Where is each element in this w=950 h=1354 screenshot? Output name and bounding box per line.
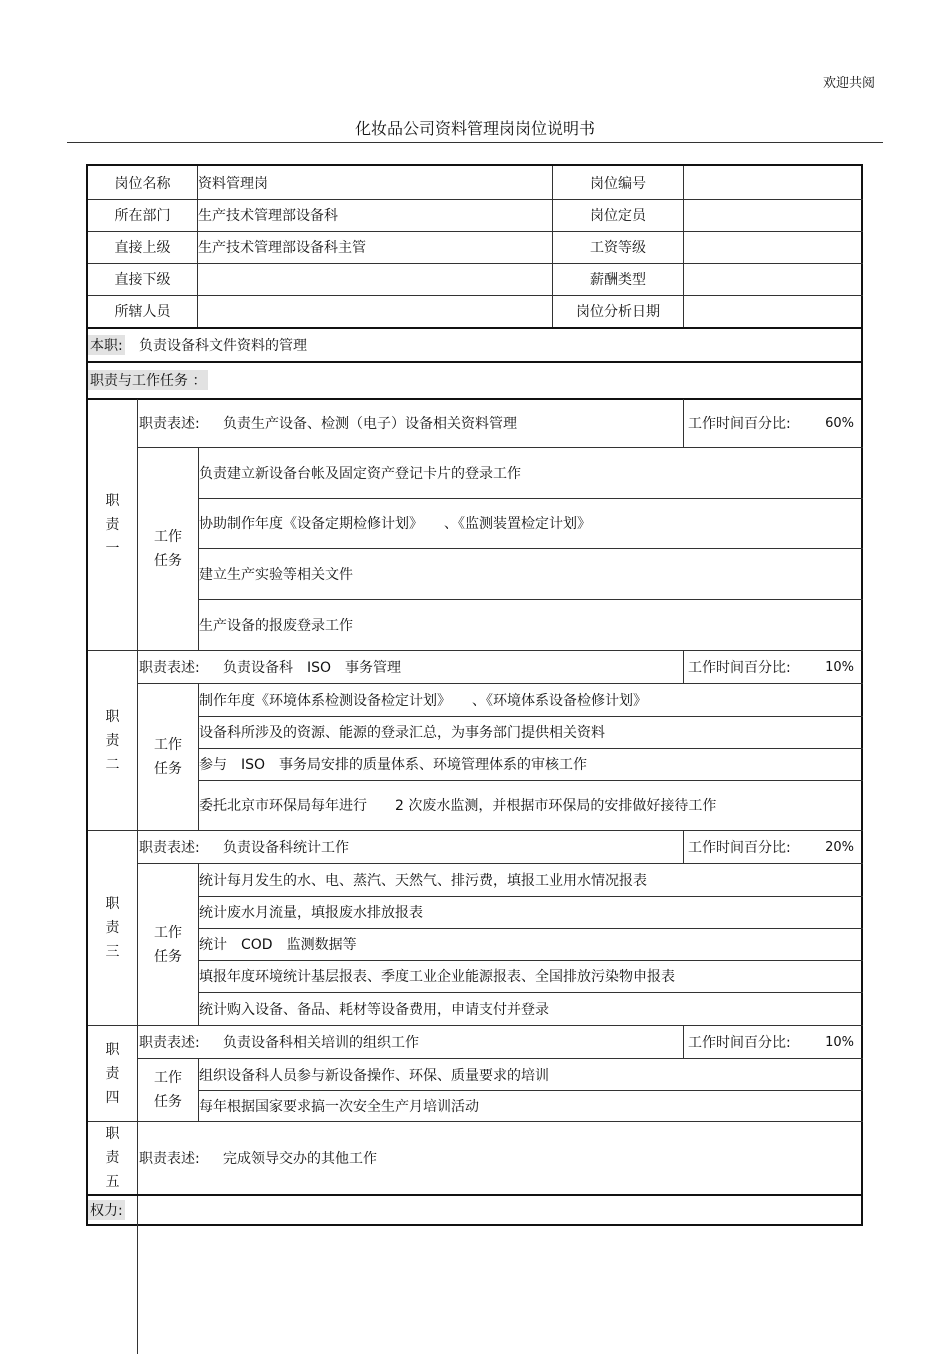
info-value — [684, 263, 863, 295]
duty-4-char: 四 — [105, 1089, 120, 1106]
info-value — [198, 295, 552, 327]
duty-3-task: 统计废水月流量，填报废水排放报表 — [199, 905, 423, 921]
task-label-line: 工作 — [154, 529, 182, 545]
duty-2-pct-label: 工作时间百分比: — [688, 660, 791, 676]
duty-4-pct: 10% — [825, 1034, 854, 1050]
task-label-line: 工作 — [154, 924, 182, 941]
duty-4-desc: 负责设备科相关培训的组织工作 — [223, 1035, 419, 1051]
duty-5-desc: 完成领导交办的其他工作 — [223, 1151, 377, 1167]
info-value — [198, 263, 552, 295]
duty-5-char: 职 — [105, 1126, 120, 1142]
duty-1-task: 建立生产实验等相关文件 — [199, 566, 353, 583]
info-label: 岗位定员 — [590, 208, 646, 224]
duty-2-char: 职 — [105, 708, 120, 725]
duty-3-pct-label: 工作时间百分比: — [688, 840, 791, 856]
duty-1-pct-label: 工作时间百分比: — [688, 416, 791, 432]
duty-5-desc-label: 职责表述: — [139, 1151, 200, 1167]
duty-main-label — [88, 328, 140, 361]
duty-4-number — [88, 1026, 137, 1121]
duty-main-label-text: 本职: — [88, 335, 125, 355]
duty-4-char: 责 — [105, 1065, 120, 1082]
task-label-line: 任务 — [154, 553, 182, 569]
duty-1-desc-label: 职责表述: — [139, 416, 200, 432]
duties-header — [88, 362, 388, 397]
duty-3-char: 三 — [105, 944, 120, 960]
task-label-line: 任务 — [154, 948, 182, 965]
duty-1-char: 职 — [105, 492, 120, 509]
duty-5-char: 责 — [105, 1150, 120, 1166]
duty-3-number — [88, 831, 137, 1025]
info-label: 工资等级 — [590, 240, 646, 256]
duty-main-text: 负责设备科文件资料的管理 — [139, 337, 307, 354]
info-value — [684, 199, 863, 231]
duty-4-char: 职 — [105, 1041, 120, 1058]
job-description-form — [86, 164, 863, 1226]
info-label: 所在部门 — [114, 208, 171, 224]
info-value: 生产技术管理部设备科主管 — [198, 240, 366, 256]
duty-4-task: 组织设备科人员参与新设备操作、环保、质量要求的培训 — [199, 1067, 549, 1084]
grid-line — [683, 399, 684, 447]
info-value — [684, 295, 863, 327]
duties-header-text: 职责与工作任务 ： — [88, 370, 208, 390]
duty-3-task: 统计每月发生的水、电、蒸汽、天然气、排污费，填报工业用水情况报表 — [199, 873, 647, 889]
duty-4-pct-label: 工作时间百分比: — [688, 1035, 791, 1051]
duty-2-task-label — [138, 684, 198, 830]
duty-2-desc-label: 职责表述: — [139, 660, 200, 676]
duty-1-char: 一 — [105, 540, 120, 557]
info-value: 生产技术管理部设备科 — [198, 208, 338, 224]
power-label: 权力: — [88, 1200, 125, 1220]
info-label: 直接下级 — [114, 272, 171, 288]
task-label-line: 任务 — [154, 761, 182, 777]
info-value: 资料管理岗 — [198, 175, 268, 192]
power-row — [88, 1196, 288, 1224]
duty-1-number — [88, 399, 137, 650]
duty-1-task: 负责建立新设备台帐及固定资产登记卡片的登录工作 — [199, 466, 521, 482]
duty-1-task: 生产设备的报废登录工作 — [199, 617, 353, 634]
info-label: 岗位名称 — [114, 175, 171, 192]
task-label-line: 工作 — [154, 737, 182, 753]
duty-2-char: 二 — [105, 756, 120, 773]
duty-3-task-label — [138, 864, 198, 1025]
document-title: 化妆品公司资料管理岗岗位说明书 — [354, 119, 595, 138]
duty-3-desc-label: 职责表述: — [139, 840, 200, 856]
info-label: 岗位编号 — [590, 175, 646, 192]
title-rule — [67, 142, 883, 143]
task-label-line: 工作 — [154, 1070, 182, 1086]
grid-line — [683, 651, 684, 683]
task-label-line: 任务 — [154, 1094, 182, 1110]
duty-2-task: 参与 ISO 事务局安排的质量体系、环境管理体系的审核工作 — [199, 757, 588, 773]
duty-1-char: 责 — [105, 516, 120, 533]
info-value — [684, 166, 863, 199]
info-label: 直接上级 — [114, 240, 171, 256]
duty-3-desc: 负责设备科统计工作 — [223, 840, 349, 856]
duty-2-task: 委托北京市环保局每年进行 2 次废水监测，并根据市环保局的安排做好接待工作 — [199, 798, 717, 814]
duty-1-task-label — [138, 448, 198, 650]
info-value — [684, 231, 863, 263]
duty-5-number — [88, 1122, 137, 1194]
duty-2-pct: 10% — [825, 659, 854, 675]
header-note: 欢迎共阅 — [822, 76, 875, 91]
duty-5-char: 五 — [105, 1174, 120, 1190]
info-label: 薪酬类型 — [590, 272, 646, 288]
duty-3-char: 职 — [105, 896, 120, 912]
duty-4-task: 每年根据国家要求搞一次安全生产月培训活动 — [199, 1098, 479, 1115]
duty-2-desc: 负责设备科 ISO 事务管理 — [223, 660, 402, 676]
duty-3-task: 统计 COD 监测数据等 — [199, 937, 357, 953]
duty-3-task: 统计购入设备、备品、耗材等设备费用，申请支付并登录 — [199, 1001, 549, 1018]
duty-1-pct: 60% — [825, 415, 854, 431]
info-label: 岗位分析日期 — [576, 304, 660, 320]
duty-2-task: 制作年度《环境体系检测设备检定计划》 、《环境体系设备检修计划》 — [199, 693, 647, 709]
duty-2-char: 责 — [105, 732, 120, 749]
duty-3-task: 填报年度环境统计基层报表、季度工业企业能源报表、全国排放污染物申报表 — [199, 969, 675, 985]
duty-4-desc-label: 职责表述: — [139, 1035, 200, 1051]
duty-4-task-label — [138, 1059, 198, 1121]
grid-line — [683, 1026, 684, 1058]
duty-3-pct: 20% — [825, 839, 854, 855]
duty-1-task: 协助制作年度《设备定期检修计划》 、《监测装置检定计划》 — [199, 516, 591, 532]
duty-3-char: 责 — [105, 920, 120, 936]
grid-line — [683, 831, 684, 863]
duty-1-desc: 负责生产设备、检测（电子）设备相关资料管理 — [223, 416, 517, 432]
duty-2-number — [88, 651, 137, 830]
duty-2-task: 设备科所涉及的资源、能源的登录汇总，为事务部门提供相关资料 — [199, 725, 605, 741]
info-label: 所辖人员 — [114, 304, 171, 320]
